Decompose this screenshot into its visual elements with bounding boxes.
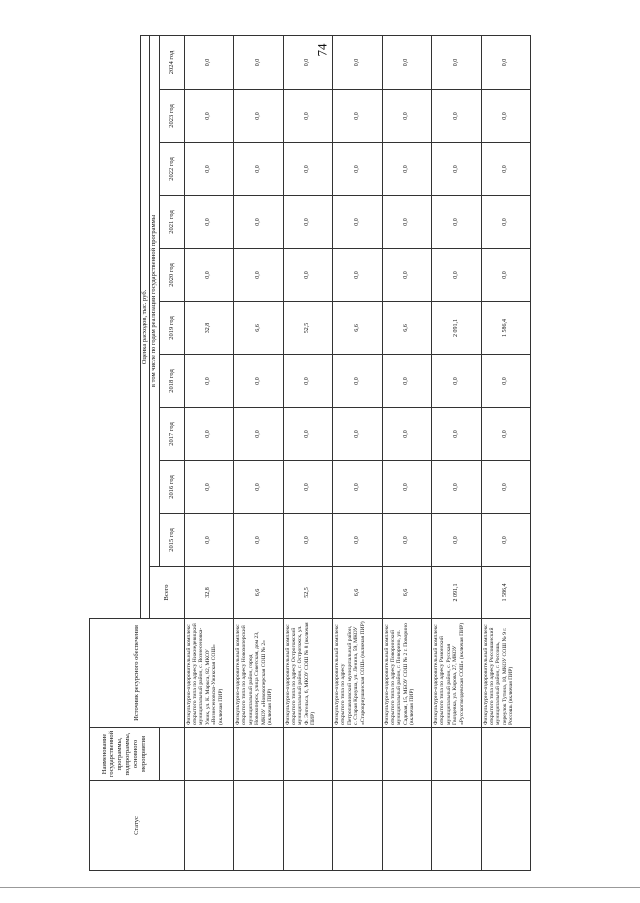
page-bottom-rule <box>0 887 640 888</box>
year-value-cell: 0,0 <box>333 196 383 249</box>
year-value-cell: 0,0 <box>481 35 531 89</box>
year-value-cell: 0,0 <box>283 35 333 89</box>
total-cell: 1 586,4 <box>481 567 531 619</box>
header-year-text: 2020 год <box>167 263 175 287</box>
table-row <box>184 35 234 870</box>
table-row <box>382 35 432 870</box>
year-value-cell: 0,0 <box>333 35 383 89</box>
header-program-name <box>90 728 160 781</box>
year-value-cell: 0,0 <box>481 355 531 408</box>
status-cell <box>333 781 383 871</box>
year-value-cell: 0,0 <box>382 196 432 249</box>
expenses-table <box>89 35 531 871</box>
year-value-cell: 0,0 <box>432 196 482 249</box>
header-resource-source <box>90 619 185 728</box>
year-value-cell: 0,0 <box>184 90 234 143</box>
resource-source-cell: Физкультурно-оздоровительный комплекс открытого типа по адресу Острогожский муниципальный район, г. Острогожск, ул. Ф. Энгельса, 6, МКОУ СОШ № 8 (включая ПИР) <box>283 619 333 728</box>
year-value-cell: 0,0 <box>481 461 531 514</box>
total-cell: 6,6 <box>234 567 284 619</box>
year-value-cell: 0,0 <box>333 408 383 461</box>
header-year <box>159 408 184 461</box>
header-year <box>159 35 184 89</box>
year-value-cell: 0,0 <box>283 249 333 302</box>
year-value-cell: 0,0 <box>333 90 383 143</box>
header-year-text: 2023 год <box>167 104 175 128</box>
program-name-cell <box>382 728 432 781</box>
year-value-cell: 0,0 <box>481 90 531 143</box>
header-program-name-text: Наименование государственной программы, подпрограммы, основного мероприятия <box>100 730 148 778</box>
year-value-cell: 52,5 <box>283 302 333 355</box>
year-value-cell: 0,0 <box>382 35 432 89</box>
header-status <box>90 781 185 871</box>
year-value-cell: 0,0 <box>184 514 234 567</box>
year-value-cell: 0,0 <box>283 196 333 249</box>
year-value-cell: 0,0 <box>382 249 432 302</box>
year-value-cell: 0,0 <box>184 249 234 302</box>
year-value-cell: 0,0 <box>234 408 284 461</box>
table-row <box>283 35 333 870</box>
resource-source-cell: Физкультурно-оздоровительный комплекс открытого типа по адресу Новохоперский муниципальный район, город Новохоперск, улица Советская, дом 23, МКОУ «Новохоперская СОШ № 2» (включая ПИР) <box>234 619 284 728</box>
year-value-cell: 0,0 <box>234 196 284 249</box>
header-status-text: Статус <box>132 816 140 835</box>
table-row <box>333 35 383 870</box>
year-value-cell: 0,0 <box>184 461 234 514</box>
year-value-cell: 0,0 <box>283 461 333 514</box>
year-value-cell: 6,6 <box>234 302 284 355</box>
year-value-cell: 0,0 <box>234 461 284 514</box>
year-value-cell: 0,0 <box>382 408 432 461</box>
year-value-cell: 6,6 <box>333 302 383 355</box>
header-blank <box>90 35 141 618</box>
year-value-cell: 0,0 <box>333 249 383 302</box>
header-estimate-text: Оценка расходов, тыс. руб. <box>140 289 148 365</box>
year-value-cell: 0,0 <box>283 355 333 408</box>
resource-source-cell: Физкультурно-оздоровительный комплекс открытого типа по адресу Рамонский муниципальный район, с. Русская Гвоздевка, ул. Кирова, 27, МКОУ «Русскогвоздевская СОШ» (включая ПИР) <box>432 619 482 728</box>
year-value-cell: 32,8 <box>184 302 234 355</box>
year-value-cell: 0,0 <box>184 408 234 461</box>
year-value-cell: 0,0 <box>184 355 234 408</box>
program-name-cell <box>333 728 383 781</box>
year-value-cell: 0,0 <box>432 408 482 461</box>
header-year-text: 2024 год <box>167 50 175 75</box>
year-value-cell: 0,0 <box>234 90 284 143</box>
year-value-cell: 0,0 <box>283 408 333 461</box>
header-program-continuation <box>159 728 184 781</box>
year-value-cell: 0,0 <box>382 461 432 514</box>
header-year <box>159 90 184 143</box>
header-by-years <box>149 35 159 566</box>
year-value-cell: 0,0 <box>333 514 383 567</box>
resource-source-cell: Физкультурно-оздоровительный комплекс открытого типа по адресу Поворинский муниципальный район, г. Поворино, ул. Садовая, 15, МБОУ СОШ № 2 г. Поворино (включая ПИР) <box>382 619 432 728</box>
year-value-cell: 0,0 <box>432 355 482 408</box>
header-year-text: 2016 год <box>167 475 175 499</box>
total-cell: 2 091,1 <box>432 567 482 619</box>
header-year-text: 2017 год <box>167 422 175 446</box>
total-cell: 32,8 <box>184 567 234 619</box>
year-value-cell: 0,0 <box>432 35 482 89</box>
year-value-cell: 0,0 <box>283 90 333 143</box>
year-value-cell: 0,0 <box>481 249 531 302</box>
year-value-cell: 2 091,1 <box>432 302 482 355</box>
header-resource-source-text: Источник ресурсного обеспечения <box>132 625 140 721</box>
year-value-cell: 0,0 <box>432 461 482 514</box>
total-cell: 52,5 <box>283 567 333 619</box>
header-year <box>159 196 184 249</box>
program-name-cell <box>184 728 234 781</box>
year-value-cell: 0,0 <box>432 514 482 567</box>
year-value-cell: 0,0 <box>481 408 531 461</box>
year-value-cell: 0,0 <box>382 355 432 408</box>
program-name-cell <box>234 728 284 781</box>
program-name-cell <box>481 728 531 781</box>
header-year <box>159 143 184 196</box>
header-by-years-text: в том числе по годам реализации государственной программы <box>150 214 158 388</box>
year-value-cell: 0,0 <box>234 355 284 408</box>
header-year-text: 2019 год <box>167 316 175 340</box>
table-body <box>184 35 531 870</box>
program-name-cell <box>283 728 333 781</box>
program-name-cell <box>432 728 482 781</box>
status-cell <box>234 781 284 871</box>
resource-source-cell: Физкультурно-оздоровительный комплекс открытого типа по адресу Россошанский муниципальный район, г. Россошь, переулок Тутина, 10, МКОУ СОШ № 9 г. Россошь (включая ПИР) <box>481 619 531 728</box>
year-value-cell: 1 586,4 <box>481 302 531 355</box>
table-row <box>481 35 531 870</box>
status-cell <box>283 781 333 871</box>
header-total <box>149 567 184 619</box>
header-estimate <box>140 35 149 618</box>
year-value-cell: 0,0 <box>234 35 284 89</box>
total-cell: 6,6 <box>333 567 383 619</box>
resource-source-cell: Физкультурно-оздоровительный комплекс открытого типа по адресу Нижнедевицкий муниципальный район, с. Вознесеновка-Ужик, ул. К. Маркса, 82, МКОУ «Вознесеновско-Ужикская СОШ» (включая ПИР) <box>184 619 234 728</box>
year-value-cell: 0,0 <box>234 514 284 567</box>
year-value-cell: 0,0 <box>432 249 482 302</box>
status-cell <box>382 781 432 871</box>
status-cell <box>184 781 234 871</box>
year-value-cell: 0,0 <box>382 143 432 196</box>
header-year <box>159 249 184 302</box>
year-value-cell: 0,0 <box>481 143 531 196</box>
header-year-text: 2015 год <box>167 528 175 552</box>
header-year <box>159 461 184 514</box>
year-value-cell: 0,0 <box>234 249 284 302</box>
rotated-table-container <box>89 36 549 871</box>
year-value-cell: 0,0 <box>184 143 234 196</box>
year-value-cell: 0,0 <box>432 90 482 143</box>
year-value-cell: 0,0 <box>382 90 432 143</box>
year-value-cell: 0,0 <box>184 196 234 249</box>
year-value-cell: 0,0 <box>283 514 333 567</box>
table-row <box>234 35 284 870</box>
year-value-cell: 0,0 <box>333 461 383 514</box>
table-row <box>432 35 482 870</box>
year-value-cell: 0,0 <box>184 35 234 89</box>
total-cell: 6,6 <box>382 567 432 619</box>
status-cell <box>432 781 482 871</box>
year-value-cell: 0,0 <box>481 196 531 249</box>
year-value-cell: 0,0 <box>481 514 531 567</box>
year-value-cell: 0,0 <box>333 355 383 408</box>
header-year <box>159 302 184 355</box>
header-year-text: 2022 год <box>167 157 175 181</box>
header-year <box>159 355 184 408</box>
status-cell <box>481 781 531 871</box>
year-value-cell: 6,6 <box>382 302 432 355</box>
year-value-cell: 0,0 <box>283 143 333 196</box>
resource-source-cell: Физкультурно-оздоровительный комплекс открытого типа по адресу Петропавловский муниципальный район, с. Старая Криуша, ул. Ленина, 59, МКОУ «Старокриушанская СОШ» (включая ПИР) <box>333 619 383 728</box>
header-year-text: 2018 год <box>167 369 175 393</box>
header-total-text: Всего <box>162 584 170 601</box>
year-value-cell: 0,0 <box>382 514 432 567</box>
year-value-cell: 0,0 <box>333 143 383 196</box>
year-value-cell: 0,0 <box>432 143 482 196</box>
page-number-text: 74 <box>314 43 329 57</box>
header-year <box>159 514 184 567</box>
header-year-text: 2021 год <box>167 210 175 234</box>
year-value-cell: 0,0 <box>234 143 284 196</box>
